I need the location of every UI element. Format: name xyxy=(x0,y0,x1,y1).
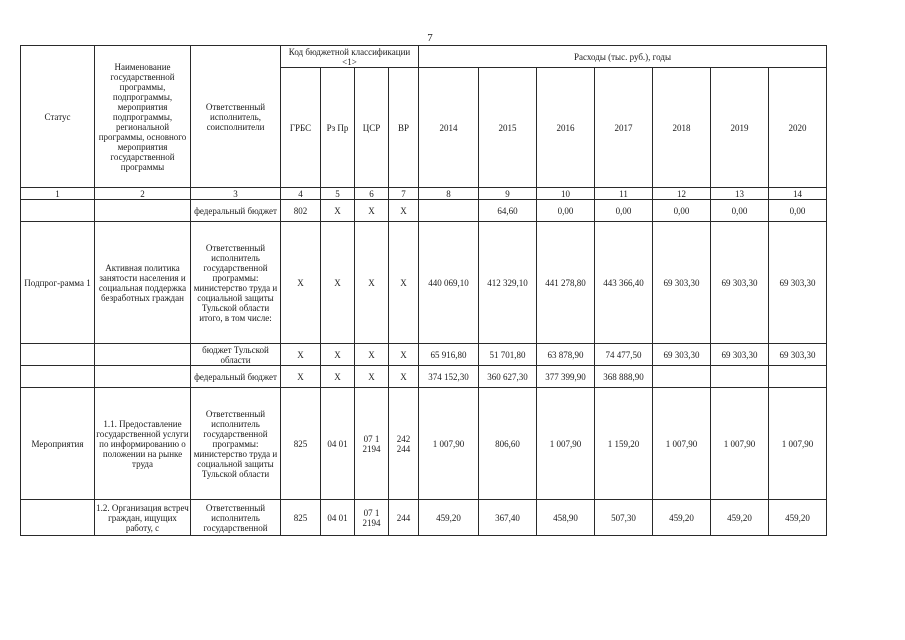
row-value xyxy=(711,366,769,388)
row-executor: федеральный бюджет xyxy=(191,366,281,388)
header-year: 2016 xyxy=(537,68,595,188)
header-row-top xyxy=(21,46,827,68)
row-value: 368 888,90 xyxy=(595,366,653,388)
row-value: 0,00 xyxy=(711,200,769,222)
table-row xyxy=(21,200,827,222)
row-grbs: X xyxy=(281,222,321,344)
row-value: 377 399,90 xyxy=(537,366,595,388)
column-number: 12 xyxy=(653,188,711,200)
header-year: 2019 xyxy=(711,68,769,188)
row-rzpr: X xyxy=(321,222,355,344)
row-executor: бюджет Тульской области xyxy=(191,344,281,366)
row-vr: X xyxy=(389,344,419,366)
row-status xyxy=(21,200,95,222)
row-status: Мероприятия xyxy=(21,388,95,500)
column-number: 11 xyxy=(595,188,653,200)
budget-table xyxy=(20,45,827,536)
page-number: 7 xyxy=(427,32,433,44)
row-value: 64,60 xyxy=(479,200,537,222)
row-value: 459,20 xyxy=(419,500,479,536)
row-value: 65 916,80 xyxy=(419,344,479,366)
row-value: 507,30 xyxy=(595,500,653,536)
row-grbs: X xyxy=(281,366,321,388)
row-status: Подпрог-рамма 1 xyxy=(21,222,95,344)
row-csr: 07 1 2194 xyxy=(355,500,389,536)
header-year: 2017 xyxy=(595,68,653,188)
row-rzpr: X xyxy=(321,344,355,366)
table-row xyxy=(21,222,827,344)
row-value: 806,60 xyxy=(479,388,537,500)
row-value: 412 329,10 xyxy=(479,222,537,344)
table-row xyxy=(21,344,827,366)
row-vr: 242 244 xyxy=(389,388,419,500)
row-value: 0,00 xyxy=(537,200,595,222)
table-row xyxy=(21,388,827,500)
row-value: 459,20 xyxy=(653,500,711,536)
row-csr: X xyxy=(355,366,389,388)
row-value xyxy=(769,366,827,388)
row-vr: X xyxy=(389,200,419,222)
header-budget-code: Код бюджетной классификации <1> xyxy=(281,46,419,68)
row-value: 51 701,80 xyxy=(479,344,537,366)
column-number-row xyxy=(21,188,827,200)
row-status xyxy=(21,344,95,366)
row-value: 458,90 xyxy=(537,500,595,536)
column-number: 6 xyxy=(355,188,389,200)
row-name: Активная политика занятости населения и социальная поддержка безработных граждан xyxy=(95,222,191,344)
row-vr: 244 xyxy=(389,500,419,536)
row-value: 374 152,30 xyxy=(419,366,479,388)
column-number: 4 xyxy=(281,188,321,200)
column-number: 1 xyxy=(21,188,95,200)
row-status xyxy=(21,500,95,536)
header-year: 2014 xyxy=(419,68,479,188)
column-number: 7 xyxy=(389,188,419,200)
row-value: 69 303,30 xyxy=(653,222,711,344)
table-row xyxy=(21,500,827,536)
row-value: 1 007,90 xyxy=(419,388,479,500)
row-value: 441 278,80 xyxy=(537,222,595,344)
row-executor: Ответственный исполнитель государственной программы: министерство труда и социальной защиты Тульской области xyxy=(191,388,281,500)
row-status xyxy=(21,366,95,388)
header-year: 2015 xyxy=(479,68,537,188)
row-value: 1 007,90 xyxy=(711,388,769,500)
header-expenses: Расходы (тыс. руб.), годы xyxy=(419,46,827,68)
header-name: Наименование государственной программы, подпрограммы, мероприятия подпрограммы, региональной программы, основного мероприятия государственной программы xyxy=(95,46,191,188)
column-number: 8 xyxy=(419,188,479,200)
row-rzpr: X xyxy=(321,366,355,388)
row-value: 443 366,40 xyxy=(595,222,653,344)
row-grbs: 825 xyxy=(281,500,321,536)
row-rzpr: 04 01 xyxy=(321,388,355,500)
row-value: 69 303,30 xyxy=(653,344,711,366)
row-grbs: X xyxy=(281,344,321,366)
row-value xyxy=(419,200,479,222)
header-executor: Ответственный исполнитель, соисполнители xyxy=(191,46,281,188)
row-executor: федеральный бюджет xyxy=(191,200,281,222)
header-year: 2018 xyxy=(653,68,711,188)
table-row xyxy=(21,366,827,388)
row-rzpr: 04 01 xyxy=(321,500,355,536)
header-grbs: ГРБС xyxy=(281,68,321,188)
column-number: 5 xyxy=(321,188,355,200)
header-year: 2020 xyxy=(769,68,827,188)
column-number: 14 xyxy=(769,188,827,200)
row-rzpr: X xyxy=(321,200,355,222)
row-csr: X xyxy=(355,200,389,222)
column-number: 13 xyxy=(711,188,769,200)
row-name xyxy=(95,344,191,366)
header-vr: ВР xyxy=(389,68,419,188)
row-value: 1 007,90 xyxy=(537,388,595,500)
row-csr: X xyxy=(355,344,389,366)
row-value: 459,20 xyxy=(711,500,769,536)
row-value: 63 878,90 xyxy=(537,344,595,366)
row-value: 1 007,90 xyxy=(769,388,827,500)
row-value: 69 303,30 xyxy=(769,222,827,344)
row-value: 0,00 xyxy=(769,200,827,222)
row-name xyxy=(95,200,191,222)
column-number: 3 xyxy=(191,188,281,200)
row-vr: X xyxy=(389,366,419,388)
row-name: 1.1. Предоставление государственной услуги по информированию о положении на рынке труда xyxy=(95,388,191,500)
row-csr: X xyxy=(355,222,389,344)
row-value xyxy=(653,366,711,388)
row-name: 1.2. Организация встреч граждан, ищущих работу, с xyxy=(95,500,191,536)
row-executor: Ответственный исполнитель государственной программы: министерство труда и социальной защиты Тульской области итого, в том числе: xyxy=(191,222,281,344)
header-status: Статус xyxy=(21,46,95,188)
row-grbs: 825 xyxy=(281,388,321,500)
column-number: 2 xyxy=(95,188,191,200)
row-value: 440 069,10 xyxy=(419,222,479,344)
row-value: 69 303,30 xyxy=(711,222,769,344)
row-grbs: 802 xyxy=(281,200,321,222)
row-value: 1 159,20 xyxy=(595,388,653,500)
row-value: 0,00 xyxy=(653,200,711,222)
row-value: 1 007,90 xyxy=(653,388,711,500)
header-csr: ЦСР xyxy=(355,68,389,188)
row-vr: X xyxy=(389,222,419,344)
column-number: 9 xyxy=(479,188,537,200)
row-name xyxy=(95,366,191,388)
row-executor: Ответственный исполнитель государственной xyxy=(191,500,281,536)
header-rzpr: Рз Пр xyxy=(321,68,355,188)
row-value: 367,40 xyxy=(479,500,537,536)
row-value: 69 303,30 xyxy=(769,344,827,366)
row-csr: 07 1 2194 xyxy=(355,388,389,500)
row-value: 459,20 xyxy=(769,500,827,536)
row-value: 0,00 xyxy=(595,200,653,222)
row-value: 74 477,50 xyxy=(595,344,653,366)
column-number: 10 xyxy=(537,188,595,200)
row-value: 360 627,30 xyxy=(479,366,537,388)
row-value: 69 303,30 xyxy=(711,344,769,366)
